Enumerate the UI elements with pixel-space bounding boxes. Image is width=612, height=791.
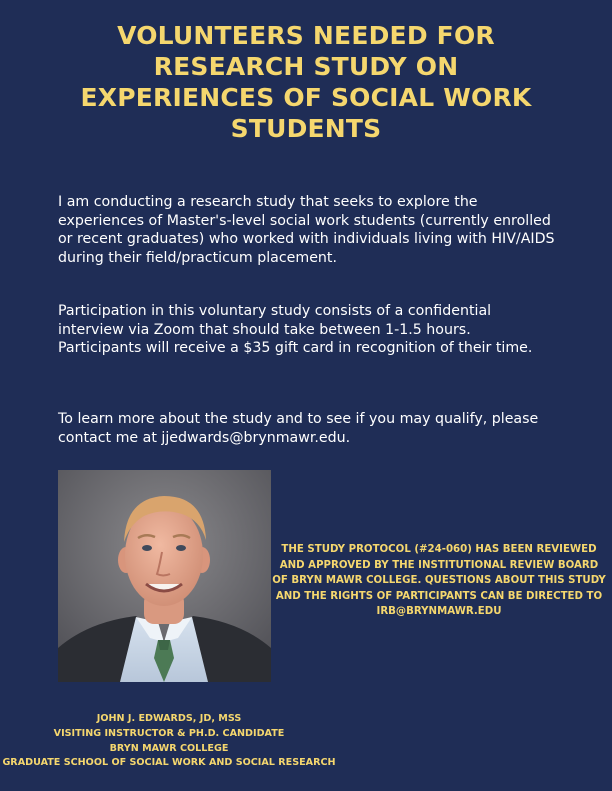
intro-paragraph: I am conducting a research study that seeks to explore the experiences of Master's-level social work students (currently enrolled or recent graduates) who worked with individuals living with HIV/AIDS during their field/practicum placement. [58,194,555,267]
researcher-position: VISITING INSTRUCTOR & PH.D. CANDIDATE [53,727,285,739]
researcher-name: JOHN J. EDWARDS, JD, MSS [96,713,242,724]
researcher-school: GRADUATE SCHOOL OF SOCIAL WORK AND SOCIAL RESEARCH [2,757,336,769]
researcher-portrait [58,470,271,682]
participation-paragraph: Participation in this voluntary study consists of a confidential interview via Zoom that should take between 1-1.5 hours. Participants will receive a $35 gift card in recognition of their time. [58,303,533,357]
researcher-college: BRYN MAWR COLLEGE [109,742,229,754]
irb-protocol-notice: THE STUDY PROTOCOL (#24-060) HAS BEEN REVIEWED AND APPROVED BY THE INSTITUTIONAL REVIEW BOARD OF BRYN MAWR COLLEGE. QUESTIONS ABOUT THIS STUDY AND THE RIGHTS OF PARTICIPANTS CAN BE DIRECTED TO IRB@BRYNMAWR.EDU [272,544,606,617]
contact-paragraph: To learn more about the study and to see if you may qualify, please contact me at jjedwards@brynmawr.edu. [58,411,539,446]
researcher-signature [0,712,338,771]
flyer-title: VOLUNTEERS NEEDED FOR RESEARCH STUDY ON EXPERIENCES OF SOCIAL WORK STUDENTS [80,21,532,143]
